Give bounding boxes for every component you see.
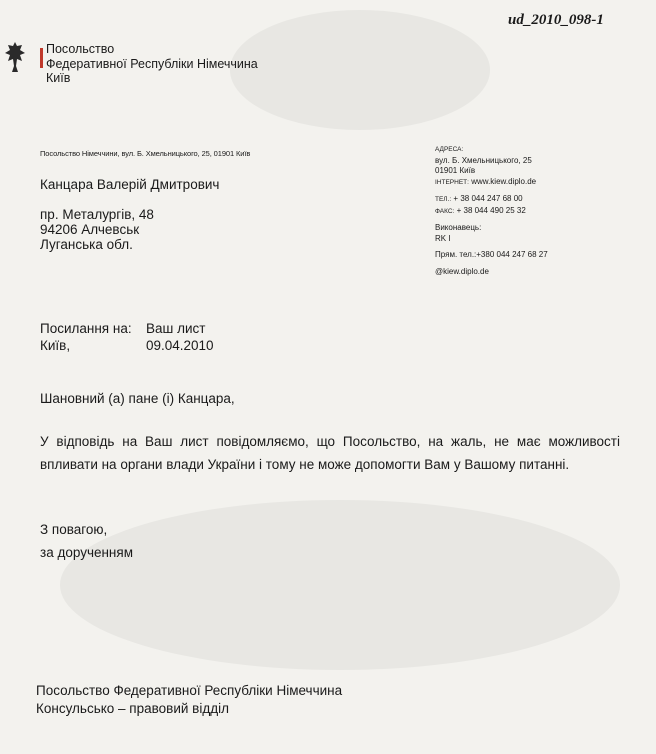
footer-line: Посольство Федеративної Республіки Німеччина: [36, 683, 343, 698]
recipient-address-line: пр. Металургів, 48: [40, 207, 154, 222]
executor-label: Виконавець:: [435, 223, 482, 232]
eagle-emblem-icon: [4, 40, 26, 74]
footer-line: Консульсько – правовий відділ: [36, 701, 229, 716]
reference-date: 09.04.2010: [146, 338, 214, 353]
footer-block: [36, 682, 342, 718]
executor-value: RK I: [435, 233, 451, 243]
sender-street: вул. Б. Хмельницького, 25: [435, 155, 532, 165]
reference-value: Ваш лист: [146, 321, 206, 336]
letterhead-line: Посольство: [46, 42, 115, 56]
phone-label: ТЕЛ.:: [435, 196, 452, 203]
return-address: Посольство Німеччини, вул. Б. Хмельницького, 25, 01901 Київ: [40, 149, 251, 158]
fax-row: [435, 206, 548, 218]
reference-place: Київ,: [40, 338, 71, 353]
sender-city: 01901 Київ: [435, 166, 476, 175]
recipient-block: [40, 177, 219, 252]
direct-phone: Прям. тел.:+380 044 247 68 27: [435, 250, 548, 259]
sender-info-block: [435, 145, 548, 277]
fax-label: ФАКС:: [435, 207, 455, 215]
phone-value: + 38 044 247 68 00: [453, 194, 523, 203]
letterhead-accent-mark: [40, 48, 43, 68]
reference-label: Посилання на:: [40, 321, 132, 336]
recipient-name: Канцара Валерій Дмитрович: [40, 177, 220, 192]
internet-row: [435, 177, 548, 189]
salutation: Шановний (а) пане (і) Канцара,: [40, 391, 235, 406]
closing-line: за дорученням: [40, 545, 133, 560]
letterhead-line: Федеративної Республіки Німеччина: [46, 56, 258, 71]
internet-value: www.kiew.diplo.de: [471, 176, 537, 186]
letterhead: [46, 42, 258, 86]
fax-value: + 38 044 490 25 32: [456, 205, 526, 215]
recipient-address-line: Луганська обл.: [40, 237, 133, 252]
letter-body: У відповідь на Ваш лист повідомляємо, що Посольство, на жаль, не має можливості впливати на органи влади України і тому не може допомогти Вам у Вашому питанні.: [40, 434, 620, 472]
document-id: ud_2010_098-1: [508, 12, 604, 28]
email: @kiew.diplo.de: [435, 266, 489, 276]
reference-block: [40, 320, 214, 354]
internet-label: ІНТЕРНЕТ:: [435, 178, 469, 186]
show-through-stain: [230, 10, 490, 130]
closing-line: З повагою,: [40, 522, 108, 537]
letterhead-line: Київ: [46, 71, 71, 85]
phone-row: [435, 194, 548, 206]
recipient-address-line: 94206 Алчевськ: [40, 222, 140, 237]
closing-block: [40, 518, 133, 564]
show-through-stain: [60, 500, 620, 670]
address-label: АДРЕСА:: [435, 146, 464, 153]
